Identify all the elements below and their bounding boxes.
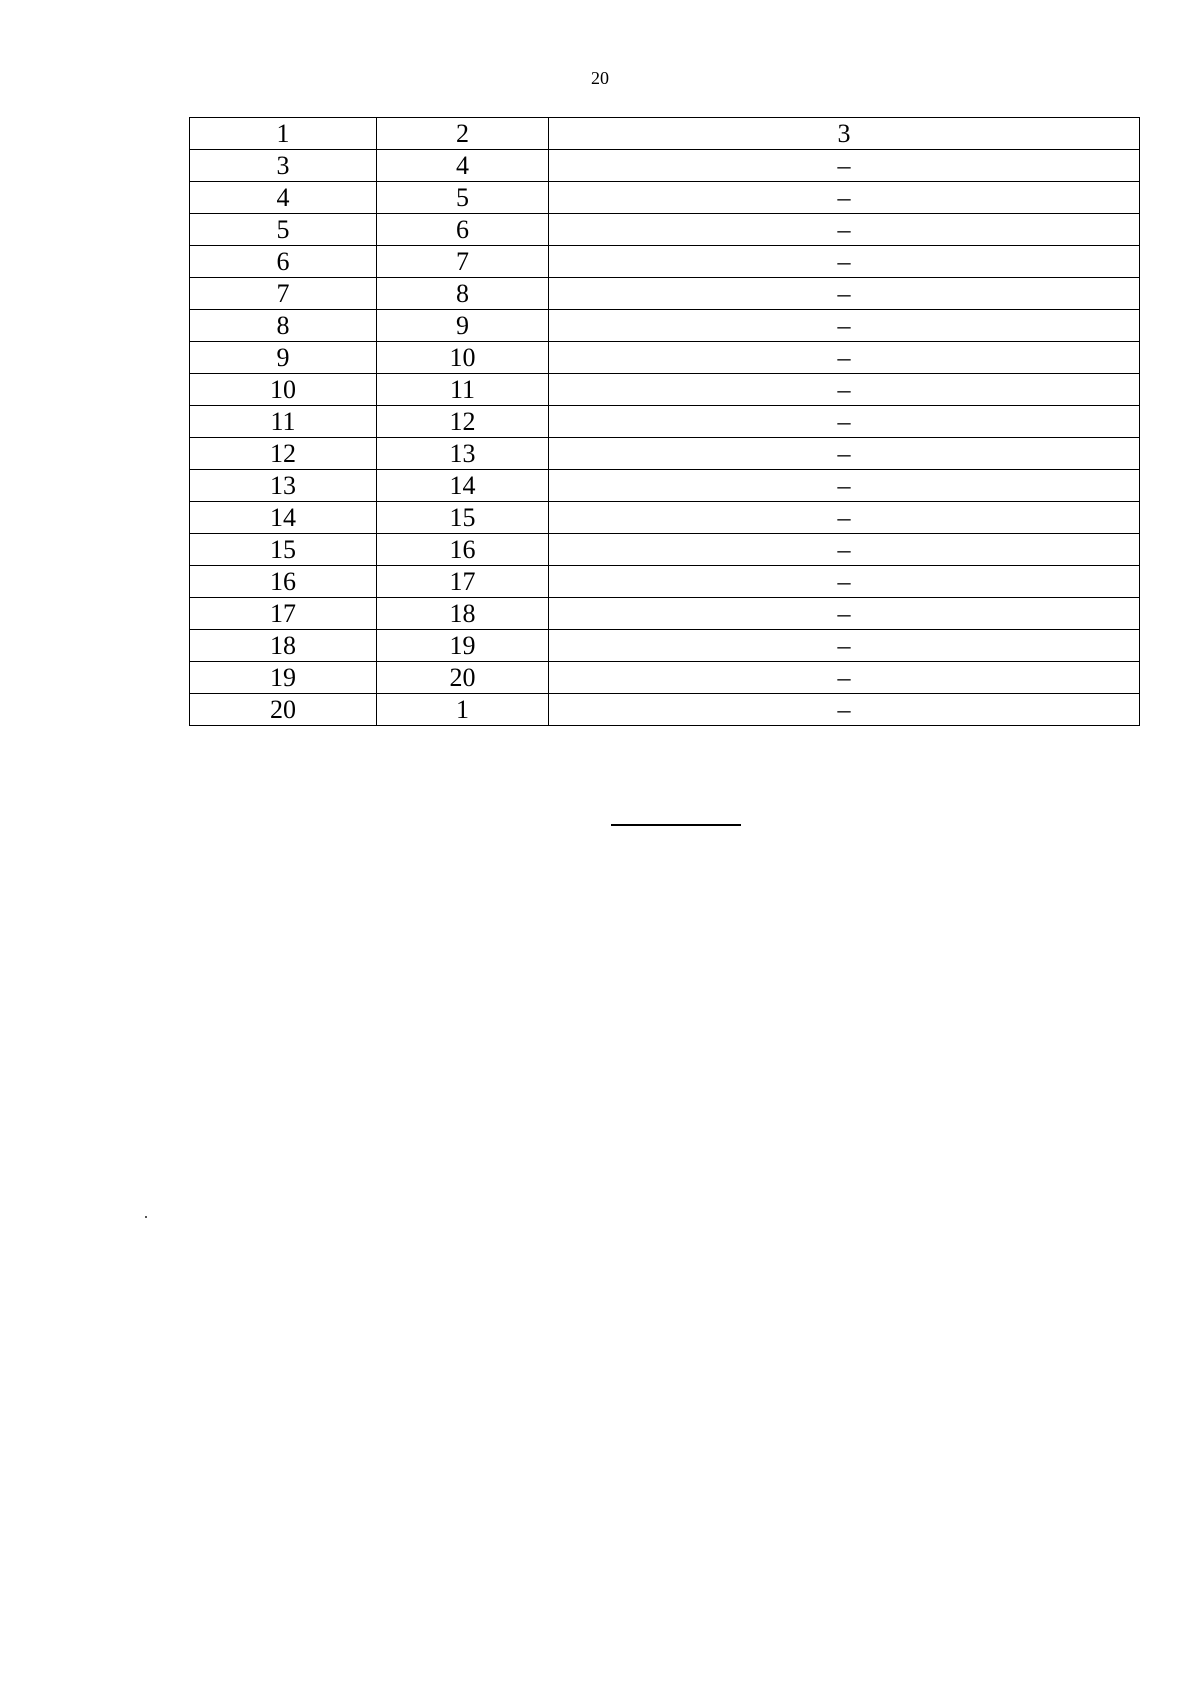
table-cell: – <box>549 534 1140 566</box>
table-cell: 12 <box>190 438 377 470</box>
table-cell: 13 <box>377 438 549 470</box>
table-cell: 20 <box>190 694 377 726</box>
table-cell: 16 <box>190 566 377 598</box>
table-cell: 18 <box>377 598 549 630</box>
table-row <box>190 662 1140 694</box>
table-cell: 18 <box>190 630 377 662</box>
table-cell: 6 <box>190 246 377 278</box>
table-row <box>190 598 1140 630</box>
table-cell: 9 <box>190 342 377 374</box>
scan-speck <box>145 1216 147 1218</box>
table-row <box>190 534 1140 566</box>
table-cell: 9 <box>377 310 549 342</box>
column-number-cell: 2 <box>377 118 549 150</box>
table-cell: – <box>549 566 1140 598</box>
table-row <box>190 374 1140 406</box>
table-row <box>190 502 1140 534</box>
table-cell: 20 <box>377 662 549 694</box>
table-row <box>190 342 1140 374</box>
table-cell: 4 <box>377 150 549 182</box>
table-cell: 5 <box>377 182 549 214</box>
table-cell: 11 <box>377 374 549 406</box>
table-row <box>190 214 1140 246</box>
table-cell: 13 <box>190 470 377 502</box>
table-cell: 7 <box>377 246 549 278</box>
table-cell: – <box>549 182 1140 214</box>
table-row <box>190 694 1140 726</box>
page-number: 20 <box>591 68 609 88</box>
column-number-cell: 1 <box>190 118 377 150</box>
table-row <box>190 438 1140 470</box>
table-cell: 8 <box>377 278 549 310</box>
end-of-document-rule <box>611 824 741 826</box>
table-row <box>190 182 1140 214</box>
table-cell: 8 <box>190 310 377 342</box>
table-cell: 6 <box>377 214 549 246</box>
table-cell: 15 <box>377 502 549 534</box>
table-cell: 3 <box>190 150 377 182</box>
table-cell: – <box>549 662 1140 694</box>
table-cell: 17 <box>190 598 377 630</box>
table-row <box>190 406 1140 438</box>
table-cell: 14 <box>190 502 377 534</box>
table-cell: – <box>549 630 1140 662</box>
table-cell: – <box>549 214 1140 246</box>
table-cell: 16 <box>377 534 549 566</box>
table-cell: 4 <box>190 182 377 214</box>
table-cell: – <box>549 246 1140 278</box>
table-row <box>190 470 1140 502</box>
table-cell: 7 <box>190 278 377 310</box>
table-body <box>190 118 1140 726</box>
table-cell: – <box>549 310 1140 342</box>
table-cell: 1 <box>377 694 549 726</box>
table-cell: – <box>549 406 1140 438</box>
table-row <box>190 310 1140 342</box>
table-cell: 10 <box>190 374 377 406</box>
data-table <box>189 117 1140 726</box>
table-row <box>190 278 1140 310</box>
table-cell: – <box>549 342 1140 374</box>
table-cell: 17 <box>377 566 549 598</box>
table-cell: – <box>549 438 1140 470</box>
table-cell: 11 <box>190 406 377 438</box>
table-row <box>190 630 1140 662</box>
table-cell: – <box>549 502 1140 534</box>
table-cell: 5 <box>190 214 377 246</box>
table-cell: – <box>549 694 1140 726</box>
table-cell: 10 <box>377 342 549 374</box>
table-cell: 15 <box>190 534 377 566</box>
table-cell: – <box>549 470 1140 502</box>
table-cell: 12 <box>377 406 549 438</box>
table-cell: 14 <box>377 470 549 502</box>
table-cell: – <box>549 598 1140 630</box>
table-row <box>190 246 1140 278</box>
table-header-row <box>190 118 1140 150</box>
table-cell: 19 <box>377 630 549 662</box>
table-cell: 19 <box>190 662 377 694</box>
column-number-cell: 3 <box>549 118 1140 150</box>
table-cell: – <box>549 278 1140 310</box>
table-cell: – <box>549 150 1140 182</box>
table-row <box>190 150 1140 182</box>
table-row <box>190 566 1140 598</box>
table-cell: – <box>549 374 1140 406</box>
